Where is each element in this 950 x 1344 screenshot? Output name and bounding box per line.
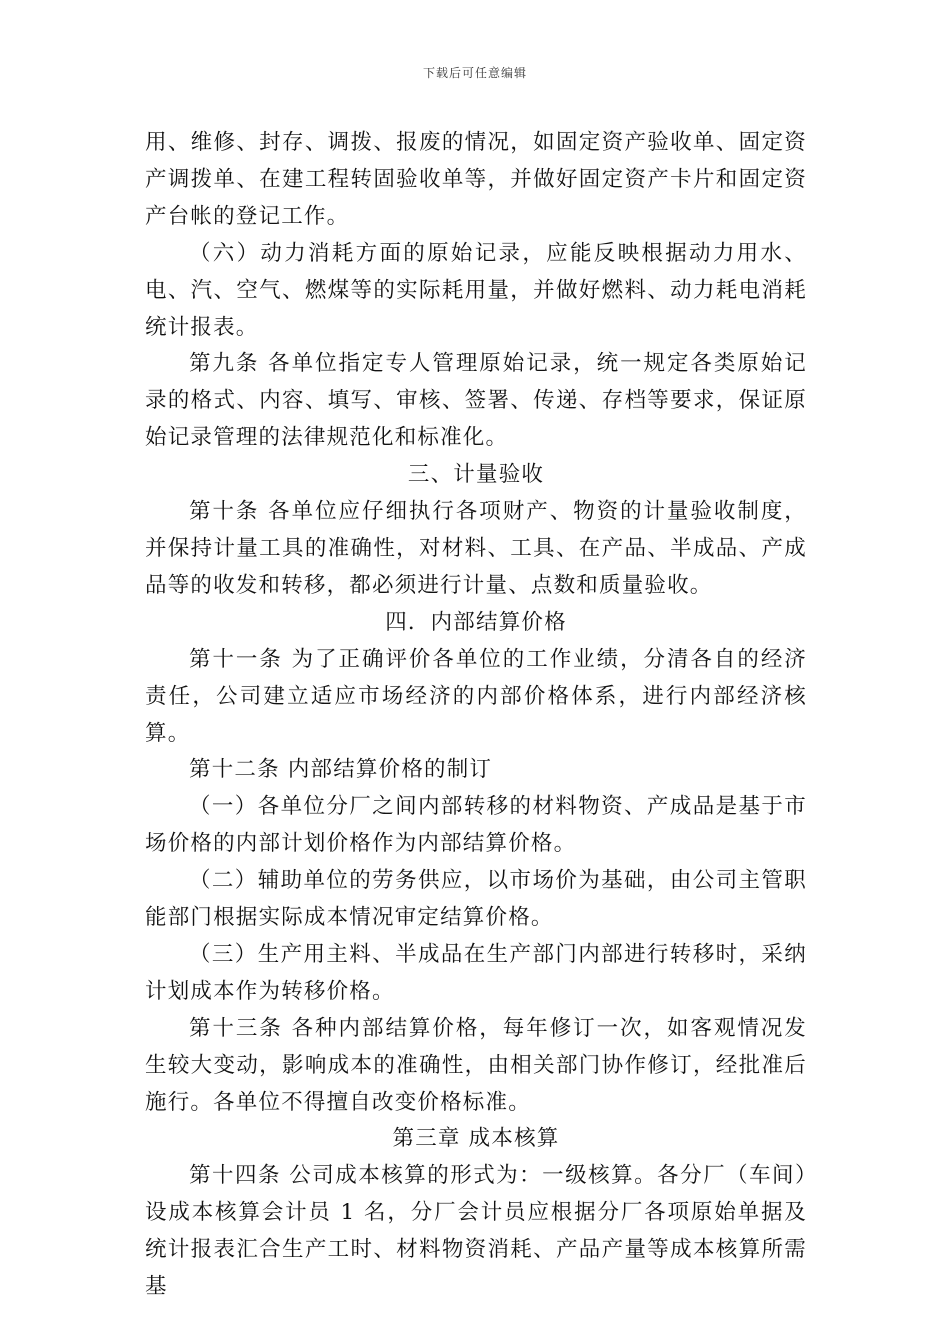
article-14: 第十四条 公司成本核算的形式为：一级核算。各分厂（车间）设成本核算会计员 1 名，分厂会计员应根据分厂各项原始单据及统计报表汇合生产工时、材料物资消耗、产品产量等成本核算所需基	[145, 1163, 807, 1300]
article-9: 第九条 各单位指定专人管理原始记录，统一规定各类原始记录的格式、内容、填写、审核、签署、传递、存档等要求，保证原始记录管理的法律规范化和标准化。	[145, 351, 807, 451]
article-12-item-3: （三）生产用主料、半成品在生产部门内部进行转移时，采纳计划成本作为转移价格。	[145, 941, 807, 1004]
article-10: 第十条 各单位应仔细执行各项财产、物资的计量验收制度，并保持计量工具的准确性，对材料、工具、在产品、半成品、产成品等的收发和转移，都必须进行计量、点数和质量验收。	[145, 499, 807, 598]
page-header-note: 下载后可任意编辑	[422, 66, 527, 80]
section-heading-internal-pricing: 四．内部结算价格	[385, 609, 567, 635]
article-12-item-2: （二）辅助单位的劳务供应，以市场价为基础，由公司主管职能部门根据实际成本情况审定结算价格。	[145, 868, 807, 931]
section-heading-metering: 三、计量验收	[407, 462, 545, 488]
document-body	[145, 125, 807, 1306]
article-12-item-1: （一）各单位分厂之间内部转移的材料物资、产成品是基于市场价格的内部计划价格作为内部结算价格。	[145, 794, 807, 857]
article-11: 第十一条 为了正确评价各单位的工作业绩，分清各自的经济责任，公司建立适应市场经济的内部价格体系，进行内部经济核算。	[145, 646, 807, 746]
article-13: 第十三条 各种内部结算价格，每年修订一次，如客观情况发生较大变动，影响成本的准确性，由相关部门协作修订，经批准后施行。各单位不得擅自改变价格标准。	[145, 1015, 807, 1115]
paragraph-fixed-assets-continuation: 用、维修、封存、调拨、报废的情况，如固定资产验收单、固定资产调拨单、在建工程转固验收单等，并做好固定资产卡片和固定资产台帐的登记工作。	[145, 130, 807, 229]
paragraph-energy-records: （六）动力消耗方面的原始记录，应能反映根据动力用水、电、汽、空气、燃煤等的实际耗用量，并做好燃料、动力耗电消耗统计报表。	[145, 240, 807, 340]
article-12: 第十二条 内部结算价格的制订	[189, 757, 493, 783]
chapter-heading-cost-accounting: 第三章 成本核算	[392, 1126, 560, 1152]
